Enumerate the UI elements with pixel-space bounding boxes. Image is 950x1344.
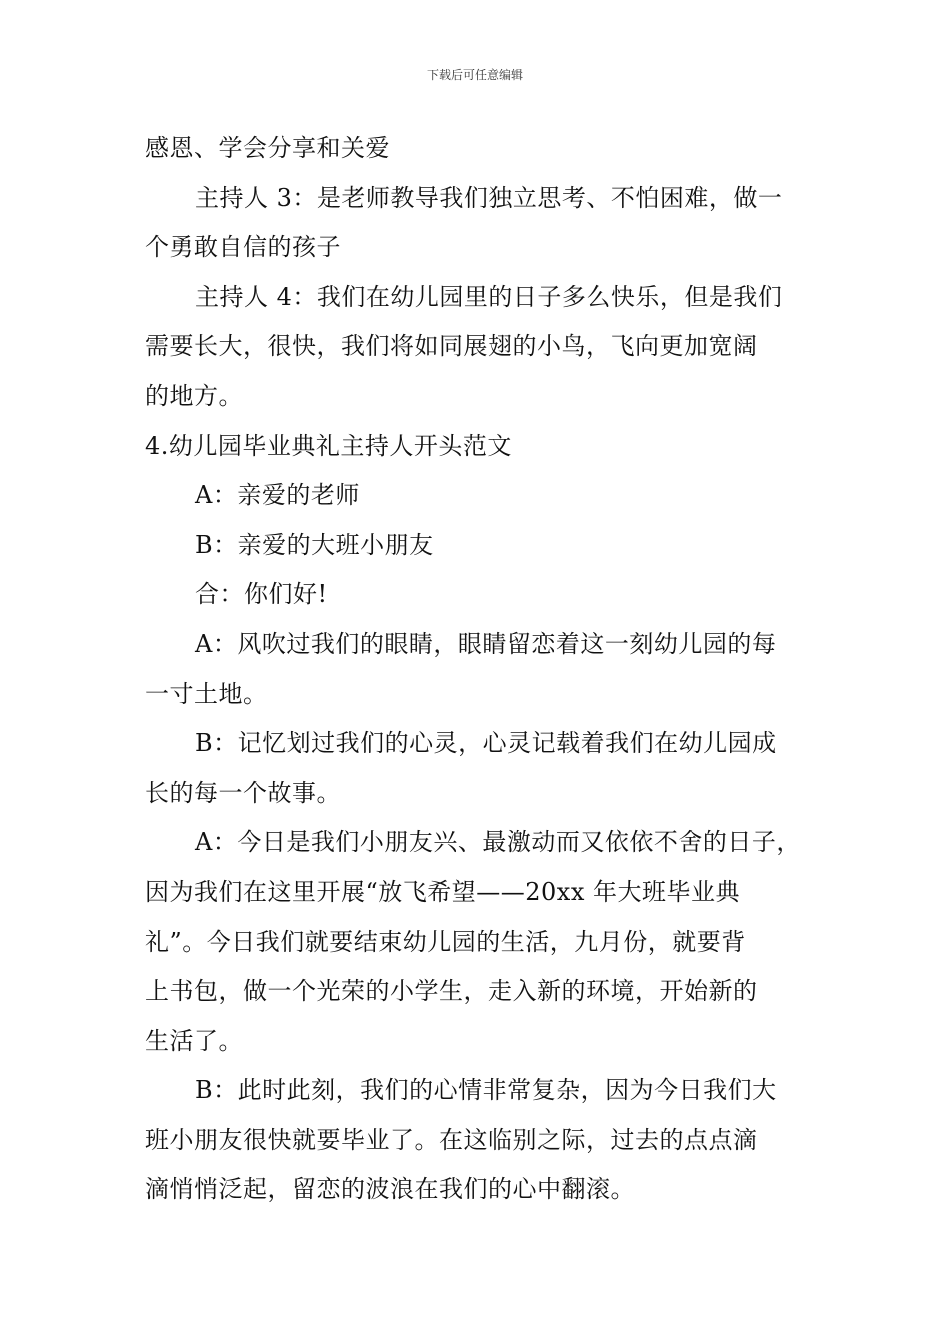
text-line: 感恩、学会分享和关爱 [145, 134, 390, 162]
text-line: 班小朋友很快就要毕业了。在这临别之际，过去的点点滴 [145, 1125, 758, 1154]
text-line: A：亲爱的老师 [195, 481, 360, 510]
text-line: 礼”。今日我们就要结束幼儿园的生活，九月份，就要背 [145, 927, 746, 956]
text-line: 需要长大，很快，我们将如同展翅的小鸟，飞向更加宽阔 [145, 332, 758, 361]
page-header: 下载后可任意编辑 [426, 68, 523, 82]
text-line: 个勇敢自信的孩子 [145, 233, 341, 262]
text-line: 主持人 4：我们在幼儿园里的日子多么快乐，但是我们 [195, 282, 783, 311]
text-line: 生活了。 [145, 1026, 243, 1055]
document-body [145, 124, 810, 1215]
text-line: 滴悄悄泛起，留恋的波浪在我们的心中翻滚。 [145, 1175, 635, 1204]
text-line: 主持人 3：是老师教导我们独立思考、不怕困难，做一 [195, 183, 783, 212]
section-heading: 4.幼儿园毕业典礼主持人开头范文 [145, 431, 512, 460]
text-line: A：今日是我们小朋友兴、最激动而又依依不舍的日子， [195, 828, 801, 857]
text-line: 上书包，做一个光荣的小学生，走入新的环境，开始新的 [145, 977, 758, 1006]
text-line: 一寸土地。 [145, 679, 268, 708]
text-line: B：亲爱的大班小朋友 [195, 530, 434, 559]
text-line: 的地方。 [145, 381, 243, 410]
text-line: 合：你们好! [195, 580, 328, 609]
text-line: B：此时此刻，我们的心情非常复杂，因为今日我们大 [195, 1076, 777, 1105]
text-line: 因为我们在这里开展“放飞希望——20xx 年大班毕业典 [145, 877, 741, 906]
text-line: 长的每一个故事。 [145, 778, 341, 807]
text-line: B：记忆划过我们的心灵，心灵记载着我们在幼儿园成 [195, 729, 777, 758]
text-line: A：风吹过我们的眼睛，眼睛留恋着这一刻幼儿园的每 [195, 629, 777, 658]
